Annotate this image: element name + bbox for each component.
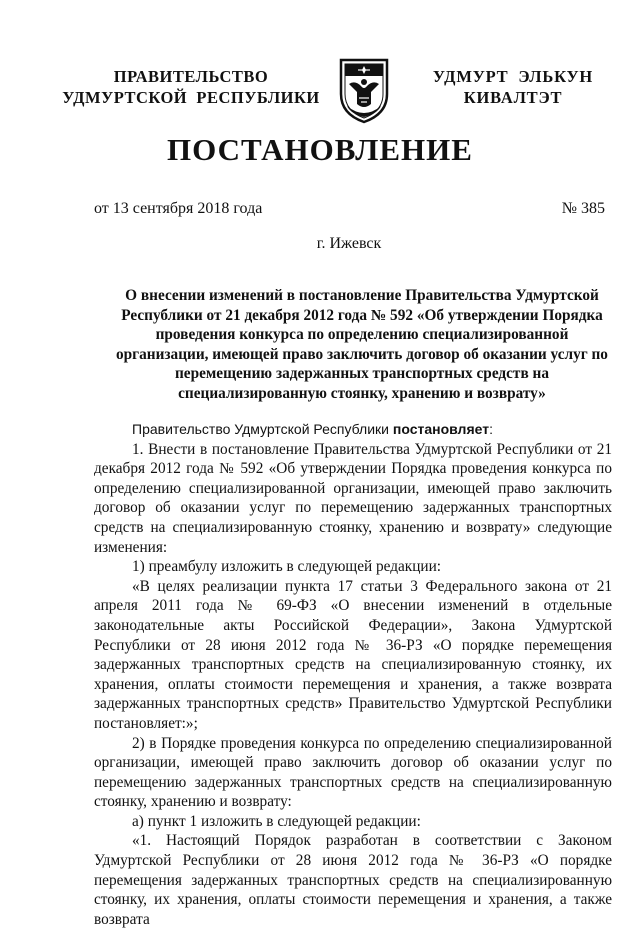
- udmurt-coat-of-arms-icon: [333, 54, 395, 126]
- header-left-block: [60, 66, 322, 108]
- lead-bold: постановляет: [392, 421, 490, 437]
- document-city: г. Ижевск: [316, 235, 382, 252]
- paragraph-1: 1. Внести в постановление Правительства Удмуртской Республики от 21 декабря 2012 года № 592 «Об утверждении Порядка проведения конкурса по определению специализированной организации, имеющей право заключить договор об оказании услуг по перемещению задержанных транспортных средств на специализированную стоянку, хранению и возврату» следующие изменения:: [94, 440, 612, 556]
- paragraph-4: 2) в Порядке проведения конкурса по определению специализированной организации, имеющей право заключить договор об оказании услуг по перемещению задержанных транспортных средств на специализированную стоянку, хранению и возврату:: [94, 734, 612, 811]
- paragraph-3: «В целях реализации пункта 17 статьи 3 Федерального закона от 21 апреля 2011 года № 69-ФЗ «О внесении изменений в отдельные законодательные акты Российской Федерации», Закона Удмуртской Республики от 28 июня 2012 года № 36-РЗ «О порядке перемещения задержанных транспортных средств на специализированную стоянку, их хранения, оплаты стоимости перемещения и хранения, а также возврата задержанных транспортных средств» Правительство Удмуртской Республики постановляет:»;: [94, 577, 612, 732]
- lead-colon: :: [489, 421, 493, 437]
- paragraph-5: а) пункт 1 изложить в следующей редакции:: [132, 812, 421, 830]
- document-number: № 385: [561, 200, 605, 217]
- paragraph-6: «1. Настоящий Порядок разработан в соответствии с Законом Удмуртской Республики от 28 июня 2012 года № 36-РЗ «О порядке перемещения задержанных транспортных средств на специализированную стоянку, их хранения, оплаты стоимости перемещения и хранения, а также возврата: [94, 832, 612, 928]
- header-right-line1: УДМУРТ ЭЛЬКУН: [432, 67, 594, 86]
- document-date: от 13 сентября 2018 года: [94, 200, 263, 217]
- header-left-line2: УДМУРТСКОЙ РЕСПУБЛИКИ: [62, 88, 320, 107]
- header-left-line1: ПРАВИТЕЛЬСТВО: [113, 67, 269, 86]
- paragraph-2: 1) преамбулу изложить в следующей редакции:: [132, 558, 442, 576]
- document-type-heading: ПОСТАНОВЛЕНИЕ: [167, 132, 473, 167]
- document-body: [94, 420, 612, 929]
- lead-paragraph: [94, 420, 612, 440]
- lead-text: Правительство Удмуртской Республики: [132, 421, 393, 437]
- header-right-line2: КИВАЛТЭТ: [463, 88, 563, 107]
- document-title: О внесении изменений в постановление Правительства Удмуртской Республики от 21 декабря 2012 года № 592 «Об утверждении Порядка проведения конкурса по определению специализированной организации, имеющей право заключить договор об оказании услуг по перемещению задержанных транспортных средств на специализированную стоянку, хранению и возврату»: [116, 287, 608, 402]
- header-right-block: [418, 66, 608, 108]
